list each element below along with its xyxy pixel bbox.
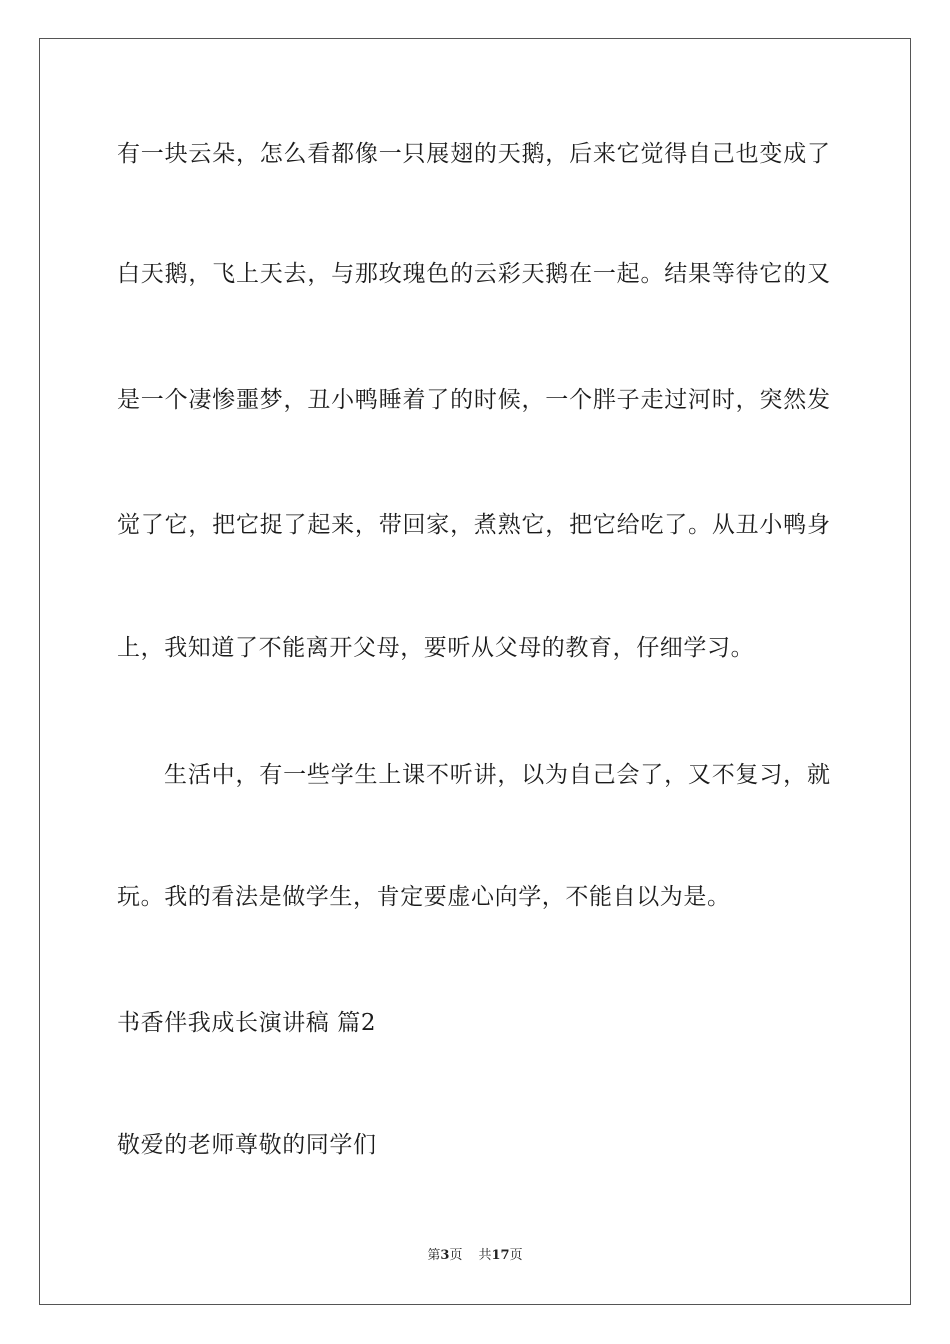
footer-total-suffix: 页	[509, 1248, 523, 1263]
paragraph-line-1: 有一块云朵，怎么看都像一只展翅的天鹅，后来它觉得自己也变成了	[117, 141, 830, 167]
salutation: 敬爱的老师尊敬的同学们	[117, 1132, 377, 1158]
page-border	[39, 38, 911, 1305]
page-footer	[0, 1247, 950, 1265]
footer-page-prefix: 第	[427, 1248, 441, 1263]
paragraph-line-4: 觉了它，把它捉了起来，带回家，煮熟它，把它给吃了。从丑小鸭身	[117, 512, 830, 538]
paragraph-line-2: 白天鹅，飞上天去，与那玫瑰色的云彩天鹅在一起。结果等待它的又	[117, 261, 830, 287]
footer-page-suffix: 页	[449, 1248, 463, 1263]
paragraph-line-3: 是一个凄惨噩梦，丑小鸭睡着了的时候，一个胖子走过河时，突然发	[117, 387, 830, 413]
paragraph-line-5: 上，我知道了不能离开父母，要听从父母的教育，仔细学习。	[117, 635, 755, 661]
paragraph2-line-2: 玩。我的看法是做学生，肯定要虚心向学，不能自以为是。	[117, 884, 731, 910]
section-title: 书香伴我成长演讲稿 篇2	[117, 1010, 377, 1036]
footer-total-pages: 17	[491, 1248, 510, 1263]
footer-page-number: 3	[440, 1248, 450, 1263]
paragraph2-line-1: 生活中，有一些学生上课不听讲，以为自己会了，又不复习，就	[164, 762, 830, 788]
footer-total-prefix: 共	[478, 1248, 492, 1263]
